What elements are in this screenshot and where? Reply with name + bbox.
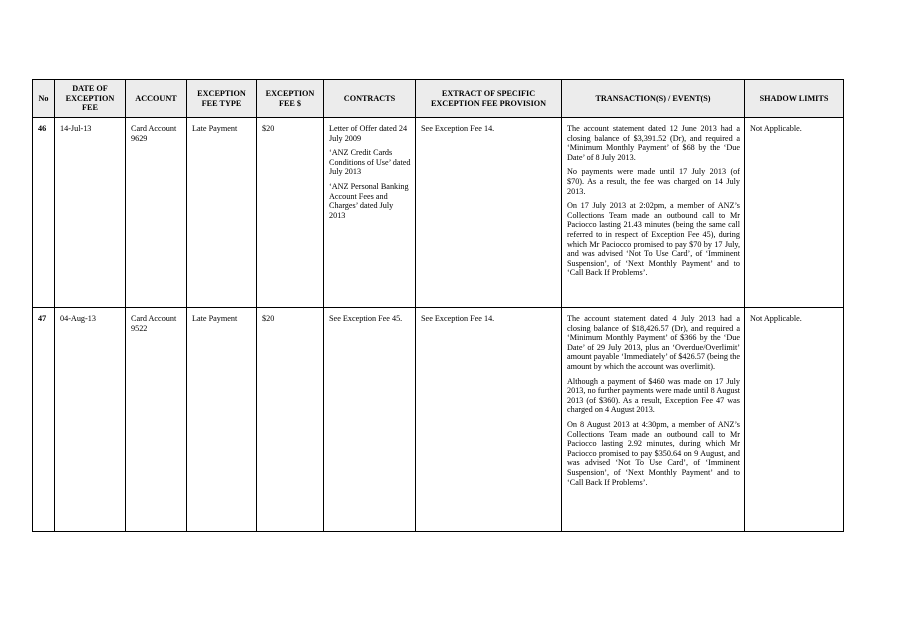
transaction-paragraph: On 17 July 2013 at 2:02pm, a member of ANZ’s Collections Team made an outbound call to Mr Paciocco lasting 21.43 minutes (being the same call referred to in respect of Exception Fee 45), during which Mr Paciocco promised to pay $70 by 17 July, and was advised ‘Not To Use Card’, of ‘Imminent Suspension’, of ‘Next Monthly Payment’ and to ‘Call Back If Problems’. <box>567 201 740 278</box>
contract-paragraph: ‘ANZ Personal Banking Account Fees and Charges’ dated July 2013 <box>329 181 409 220</box>
row-transactions <box>562 308 745 532</box>
transaction-paragraph: No payments were made until 17 July 2013 (of $70). As a result, the fee was charged on 14 July 2013. <box>567 167 740 196</box>
contract-paragraph: See Exception Fee 45. <box>329 314 403 323</box>
transaction-paragraph: On 8 August 2013 at 4:30pm, a member of ANZ’s Collections Team made an outbound call to Mr Paciocco lasting 2.92 minutes, during which Mr Paciocco promised to pay $350.64 on 9 August, and was advised ‘Not To Use Card’, of ‘Imminent Suspension’, of ‘Next Monthly Payment’ and to ‘Call Back If Problems’. <box>567 419 740 487</box>
contract-paragraph: ‘ANZ Credit Cards Conditions of Use’ dated July 2013 <box>329 148 411 177</box>
transaction-paragraph: The account statement dated 12 June 2013 had a closing balance of $3,391.52 (Dr), and required a ‘Minimum Monthly Payment’ of $68 by the ‘Due Date’ of 8 July 2013. <box>567 124 740 162</box>
header-fee-type: EXCEPTION FEE TYPE <box>187 80 257 118</box>
row-fee-amount: $20 <box>257 118 324 308</box>
row-account: Card Account 9629 <box>126 118 187 308</box>
header-transactions: TRANSACTION(S) / EVENT(S) <box>562 80 745 118</box>
contract-paragraph: Letter of Offer dated 24 July 2009 <box>329 124 408 143</box>
row-contracts <box>324 118 416 308</box>
row-extract: See Exception Fee 14. <box>416 308 562 532</box>
transaction-paragraph: The account statement dated 4 July 2013 had a closing balance of $18,426.57 (Dr), and required a ‘Minimum Monthly Payment’ of $366 by the ‘Due Date’ of 29 July 2013, plus an ‘Overdue/Overlimit’ amount payable ‘Immediately’ of $426.57 (being the amount by which the account was overlimit). <box>567 314 740 371</box>
row-date: 14-Jul-13 <box>55 118 126 308</box>
exception-fee-table <box>32 79 844 532</box>
row-shadow-limits: Not Applicable. <box>745 118 844 308</box>
row-fee-type: Late Payment <box>187 118 257 308</box>
row-shadow-limits: Not Applicable. <box>745 308 844 532</box>
row-contracts <box>324 308 416 532</box>
row-no: 46 <box>33 118 55 308</box>
header-shadow-limits: SHADOW LIMITS <box>745 80 844 118</box>
header-no: No <box>33 80 55 118</box>
row-fee-type: Late Payment <box>187 308 257 532</box>
header-row <box>33 80 844 118</box>
header-date: DATE OF EXCEPTION FEE <box>55 80 126 118</box>
header-fee-amount: EXCEPTION FEE $ <box>257 80 324 118</box>
transaction-paragraph: Although a payment of $460 was made on 17 July 2013, no further payments were made until 8 August 2013 (of $360). As a result, Exception Fee 47 was charged on 4 August 2013. <box>567 376 740 415</box>
header-contracts: CONTRACTS <box>324 80 416 118</box>
header-account: ACCOUNT <box>126 80 187 118</box>
row-date: 04-Aug-13 <box>55 308 126 532</box>
row-account: Card Account 9522 <box>126 308 187 532</box>
row-transactions <box>562 118 745 308</box>
header-extract: EXTRACT OF SPECIFIC EXCEPTION FEE PROVISION <box>416 80 562 118</box>
row-no: 47 <box>33 308 55 532</box>
table-row <box>33 118 844 308</box>
table-row <box>33 308 844 532</box>
row-fee-amount: $20 <box>257 308 324 532</box>
row-extract: See Exception Fee 14. <box>416 118 562 308</box>
